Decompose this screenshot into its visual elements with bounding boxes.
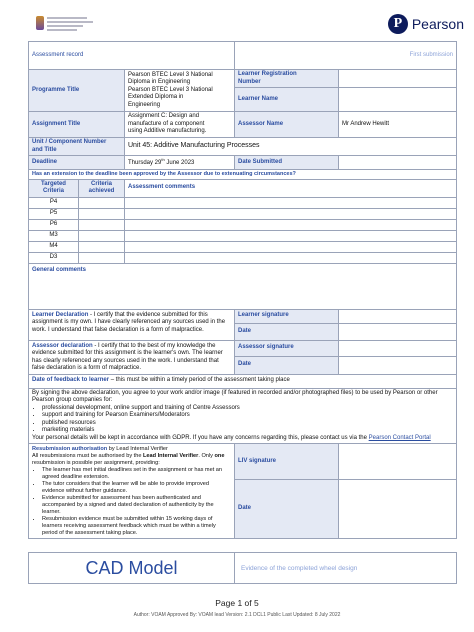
learner-signature-field[interactable]	[339, 309, 457, 323]
list-item: • professional development, online support and training of Centre Assessors	[42, 405, 453, 413]
document-meta: Author: VOAM Approved By: VOAM lead Version: 2.1 DCL1 Public Last Updated: 8 July 2022	[133, 612, 341, 618]
criteria-comment-field[interactable]	[125, 197, 457, 208]
list-item: • marketing materials	[42, 427, 453, 435]
programme-title-value: Pearson BTEC Level 3 National Diploma in Engineering Pearson BTEC Level 3 National Extended Diploma in Engineering	[125, 70, 235, 112]
criteria-achieved-field[interactable]	[79, 208, 125, 219]
unit-label: Unit / Component Number and Title	[29, 138, 125, 156]
list-item: • Evidence submitted for assessment has been authenticated and accompanied by a signed and dated declaration of authenticity by the learner.	[42, 495, 231, 516]
criteria-achieved-field[interactable]	[79, 230, 125, 241]
criteria-code: M4	[29, 241, 79, 252]
deadline-label: Deadline	[29, 156, 125, 170]
assessor-name-label: Assessor Name	[235, 112, 339, 138]
liv-signature-label: LIV signature	[235, 444, 339, 480]
general-comments-label: General comments	[32, 266, 87, 273]
pearson-brand-name: Pearson	[411, 16, 464, 32]
date-submitted-label: Date Submitted	[235, 156, 339, 170]
assessor-signature-field[interactable]	[339, 340, 457, 356]
date-submitted-field[interactable]	[339, 156, 457, 170]
pearson-contact-portal-link[interactable]: Pearson Contact Portal	[368, 434, 431, 441]
cad-model-table	[28, 552, 457, 584]
criteria-row	[29, 197, 457, 208]
cad-model-title: CAD Model	[29, 553, 235, 584]
criteria-row	[29, 208, 457, 219]
pearson-p-icon: P	[388, 14, 408, 34]
criteria-achieved-field[interactable]	[79, 219, 125, 230]
criteria-comment-field[interactable]	[125, 219, 457, 230]
liv-date-field[interactable]	[339, 480, 457, 539]
targeted-criteria-header: Targeted Criteria	[29, 179, 79, 197]
learner-date-label: Date	[235, 323, 339, 340]
page-header	[0, 4, 474, 40]
unit-value: Unit 45: Additive Manufacturing Processes	[125, 138, 457, 156]
criteria-achieved-field[interactable]	[79, 252, 125, 263]
learner-signature-label: Learner signature	[235, 309, 339, 323]
consent-statement: By signing the above declaration, you agree to your work and/or image (if featured in recorded and/or photographed files) to be used by Pearson or other Pearson group companies for: • professional development, online support and training of Centre Assessors • support and training for Pearson Examiners/Moderators • published resources • marketing materials Your personal details will be kept in accordance with GDPR. If you have any concerns regarding this, please contact us via the Pearson Contact Portal	[29, 388, 457, 444]
assignment-title-value: Assignment C: Design and manufacture of a component using Additive manufacturing.	[125, 112, 235, 138]
assessor-signature-label: Assessor signature	[235, 340, 339, 356]
learner-registration-field[interactable]	[339, 70, 457, 88]
programme-title-label: Programme Title	[29, 70, 125, 112]
feedback-date-row[interactable]: Date of feedback to learner – this must be within a timely period of the assessment taking place	[29, 374, 457, 388]
resubmission-conditions	[42, 467, 231, 537]
general-comments-field[interactable]	[29, 263, 457, 309]
centre-logo	[36, 14, 96, 34]
list-item: • support and training for Pearson Examiners/Moderators	[42, 412, 453, 420]
criteria-row	[29, 230, 457, 241]
criteria-code: P4	[29, 197, 79, 208]
criteria-code: D3	[29, 252, 79, 263]
list-item: • The tutor considers that the learner will be able to provide improved evidence without further guidance.	[42, 481, 231, 495]
learner-name-label: Learner Name	[235, 88, 339, 112]
assessment-comments-header: Assessment comments	[125, 179, 457, 197]
criteria-row	[29, 241, 457, 252]
deadline-value: Thursday 29th June 2023	[125, 156, 235, 170]
criteria-code: P5	[29, 208, 79, 219]
criteria-comment-field[interactable]	[125, 230, 457, 241]
criteria-achieved-field[interactable]	[79, 197, 125, 208]
cad-model-description: Evidence of the completed wheel design	[235, 553, 457, 584]
assessor-declaration: Assessor declaration - I certify that to the best of my knowledge the evidence submitted for this assignment is the learner's own. The learner has clearly referenced any sources used in the work. I understand that false declaration is a form of malpractice.	[29, 340, 235, 374]
criteria-code: M3	[29, 230, 79, 241]
resubmission-authorisation: Resubmission authorisation by Lead Internal Verifier All resubmissions must be authorised by the Lead Internal Verifier. Only one resubmission is possible per assignment, providing: • The learner has met initial deadlines set in the assignment or has met an agreed deadline extension. • The tutor considers that the learner will be able to provide improved evidence without further guidance. • Evidence submitted for assessment has been authenticated and accompanied by a signed and dated declaration of authenticity by the learner. • Resubmission evidence must be submitted within 15 working days of learners receiving assessment feedback which must be within a timely period of the assessment taking place.	[29, 444, 235, 539]
pearson-logo	[388, 14, 464, 34]
learner-registration-label: Learner Registration Number	[235, 70, 339, 88]
criteria-row	[29, 219, 457, 230]
criteria-comment-field[interactable]	[125, 252, 457, 263]
list-item: • The learner has met initial deadlines set in the assignment or has met an agreed deadline extension.	[42, 467, 231, 481]
liv-date-label: Date	[235, 480, 339, 539]
centre-logo-mark-icon	[36, 16, 44, 30]
assessor-date-field[interactable]	[339, 356, 457, 374]
criteria-code: P6	[29, 219, 79, 230]
list-item: • Resubmission evidence must be submitted within 15 working days of learners receiving assessment feedback which must be within a timely period of the assessment taking place.	[42, 516, 231, 537]
criteria-row	[29, 252, 457, 263]
record-title: Assessment record	[29, 42, 235, 70]
extension-question: Has an extension to the deadline been approved by the Assessor due to extenuating circumstances?	[29, 169, 457, 179]
list-item: • published resources	[42, 420, 453, 428]
criteria-comment-field[interactable]	[125, 241, 457, 252]
learner-declaration: Learner Declaration - I certify that the evidence submitted for this assignment is my own. I have clearly referenced any sources used in the work. I understand that false declaration is a form of malpractice.	[29, 309, 235, 340]
submission-status: First submission	[235, 42, 457, 70]
assignment-title-label: Assignment Title	[29, 112, 125, 138]
criteria-comment-field[interactable]	[125, 208, 457, 219]
liv-signature-field[interactable]	[339, 444, 457, 480]
assessor-name-value: Mr Andrew Hewitt	[339, 112, 457, 138]
criteria-achieved-field[interactable]	[79, 241, 125, 252]
assessor-date-label: Date	[235, 356, 339, 374]
learner-date-field[interactable]	[339, 323, 457, 340]
learner-name-field[interactable]	[339, 88, 457, 112]
assessment-record-table	[28, 41, 457, 539]
criteria-achieved-header: Criteria achieved	[79, 179, 125, 197]
consent-list	[42, 405, 453, 435]
page-number: Page 1 of 5	[215, 598, 259, 608]
